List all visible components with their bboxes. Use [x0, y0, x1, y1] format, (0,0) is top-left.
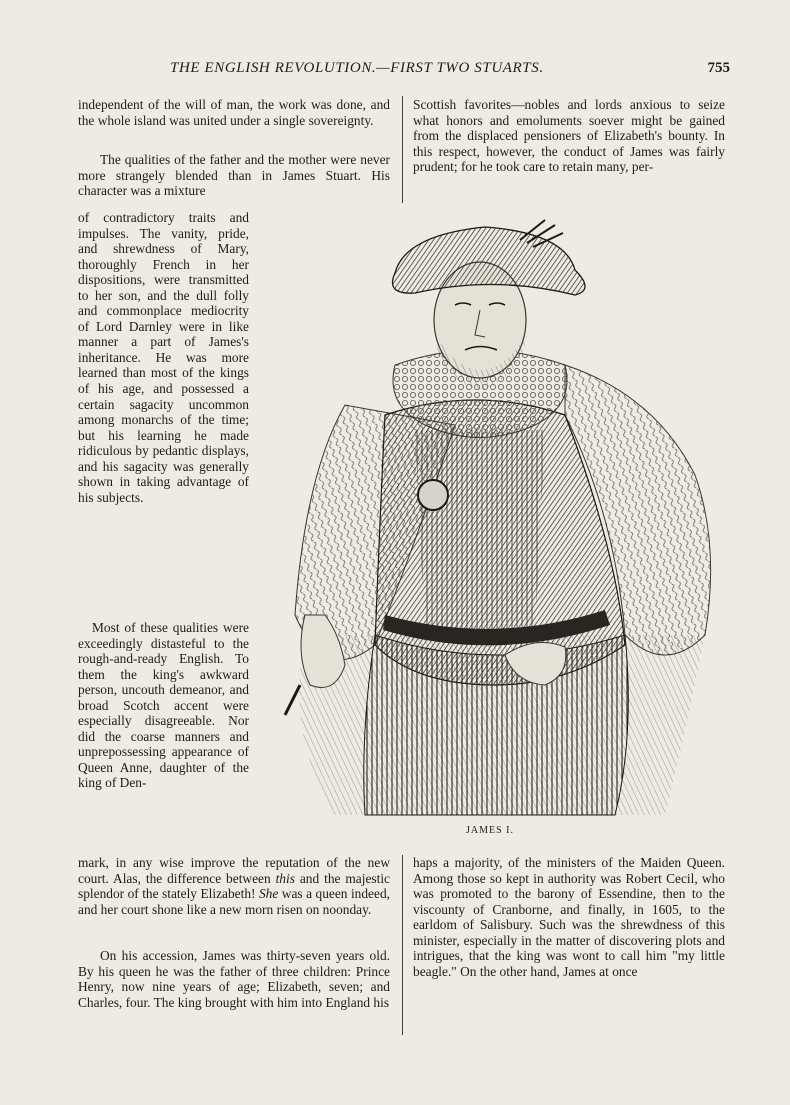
court-text-c: was a queen indeed, and her court shone like a new morn risen on noonday. — [78, 886, 390, 917]
page-number: 755 — [707, 60, 730, 76]
baton — [285, 685, 300, 715]
paragraph-favorites: Scottish favorites—nobles and lords anxious to seize what honors and emoluments soever might be gained from the displaced pensioners of Elizabeth's bounty. In this respect, however, the conduct of James was fairly prudent; for he took care to retain many, per- — [413, 97, 725, 175]
running-head: THE ENGLISH REVOLUTION.—FIRST TWO STUARTS. — [170, 60, 544, 76]
column-rule-top — [402, 96, 403, 203]
paragraph-distasteful: Most of these qualities were exceedingly distasteful to the rough-and-ready English. To them the king's awkward person, uncouth demeanor, and broad Scotch accent were especially disagreeable. Nor did the coarse manners and unprepossessing appearance of Queen Anne, daughter of the king of Den- — [78, 620, 249, 791]
jewel-medallion — [418, 480, 448, 510]
court-text-she: She — [258, 886, 279, 902]
portrait-engraving — [265, 215, 730, 820]
paragraph-accession: On his accession, James was thirty-seven years old. By his queen he was the father of three children: Prince Henry, now nine years of age; Elizabeth, seven; and Charles, four. The king brought with him into England his — [78, 948, 390, 1010]
paragraph-court — [78, 855, 390, 917]
paragraph-intro: independent of the will of man, the work was done, and the whole island was united under a single sovereignty. — [78, 97, 390, 128]
paragraph-qualities-cont: of contradictory traits and impulses. The vanity, pride, and shrewdness of Mary, thoroughly French in her dispositions, were transmitted to her son, and the dull folly and commonplace mediocrity of Lord Darnley were in like manner a part of James's inheritance. He was more learned than most of the kings of his age, and possessed a certain sagacity uncommon among monarchs of the time; but his learning he made ridiculous by pedantic displays, and his sagacity was generally shown in taking advantage of his subjects. — [78, 210, 249, 505]
paragraph-qualities-start: The qualities of the father and the mother were never more strangely blended than in James Stuart. His character was a mixture — [78, 152, 390, 199]
court-text-b: and the majestic splendor of the stately Elizabeth! — [78, 870, 390, 902]
court-text-this: this — [275, 870, 295, 886]
illustration-caption: JAMES I. — [465, 825, 514, 836]
court-text-a: mark, in any wise improve the reputation of the new court. Alas, the difference between — [78, 855, 390, 886]
breeches — [364, 635, 629, 815]
page-header — [170, 60, 730, 84]
column-rule-bottom — [402, 855, 403, 1035]
doublet-panel — [415, 430, 545, 635]
paragraph-cecil: haps a majority, of the ministers of the Maiden Queen. Among those so kept in authority was Robert Cecil, who was promoted to the barony of Essendine, then to the viscounty of Cranborne, and finally, in 1605, to the earldom of Salisbury. Such was the shrewdness of this minister, especially in the matter of discovering plots and intrigues, that the king was wont to call him "my little beagle." On the other hand, James at once — [413, 855, 725, 979]
